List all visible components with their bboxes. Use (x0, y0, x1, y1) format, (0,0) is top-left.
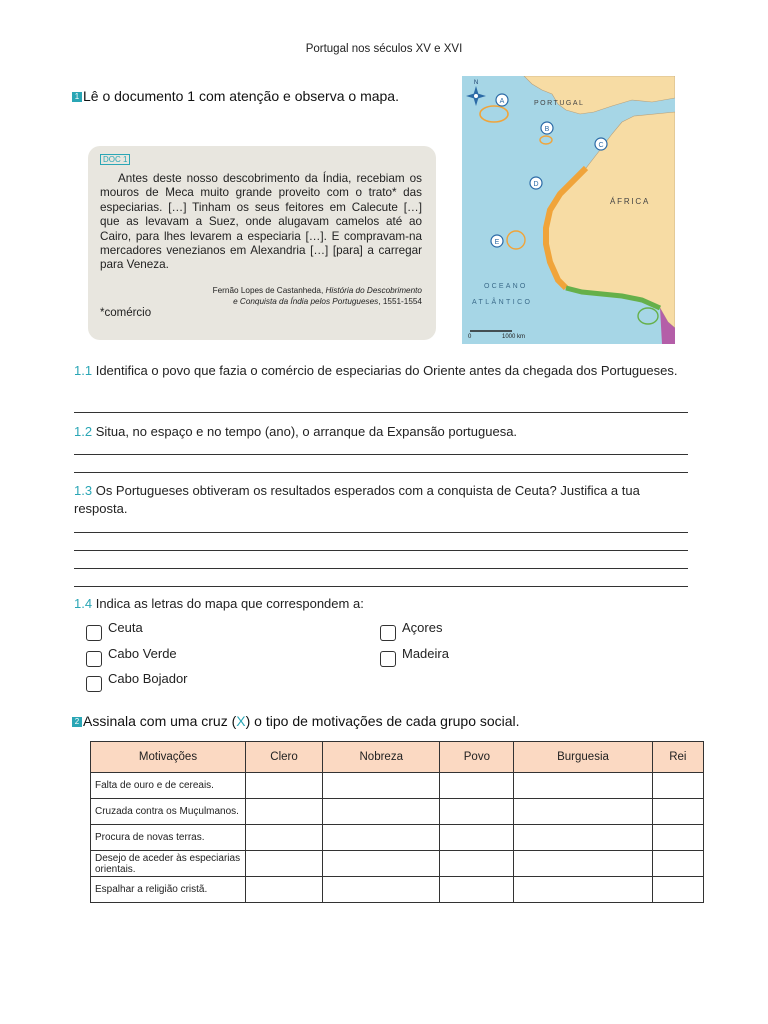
source-work-2: e Conquista da Índia pelos Portugueses (233, 296, 379, 306)
answer-cell[interactable] (652, 851, 703, 877)
checklist-item-cabo-verde[interactable] (86, 646, 177, 663)
document-source (100, 286, 422, 307)
checklist-item-ceuta[interactable] (86, 620, 143, 637)
checkbox[interactable] (86, 625, 102, 641)
table-header: Burguesia (514, 742, 652, 773)
motivations-table (90, 741, 704, 903)
question-1-1 (74, 362, 694, 380)
question-number: 1.4 (74, 596, 93, 611)
answer-cell[interactable] (440, 851, 514, 877)
source-work-1: História do Descobrimento (325, 286, 422, 295)
document-body: Antes deste nosso descobrimento da Índia, recebiam os mouros de Meca muito grande proveito com o trato* das especiarias. […] Tinham os seus feitores em Calecute […] que as levavam a Suez, onde alugavam camelos até ao Cairo, para lhes levarem a especiaria […]. E compravam-na mercadores venezianos em Alexandria […] [para] a carregar para Veneza. (100, 172, 422, 272)
checklist-label: Cabo Verde (108, 646, 177, 661)
svg-text:B: B (544, 126, 550, 133)
question-1-2 (74, 423, 694, 441)
answer-cell[interactable] (652, 877, 703, 903)
table-header: Clero (246, 742, 323, 773)
question-2-text-before: Assinala com uma cruz ( (83, 713, 237, 729)
answer-cell[interactable] (514, 851, 652, 877)
answer-cell[interactable] (323, 877, 440, 903)
map-label-africa: ÁFRICA (610, 197, 651, 206)
checklist-label: Cabo Bojador (108, 671, 188, 686)
checklist-item-madeira[interactable] (380, 646, 449, 663)
row-label: Cruzada contra os Muçulmanos. (91, 799, 246, 825)
question-number: 1.3 (74, 483, 93, 498)
answer-line[interactable] (74, 550, 688, 551)
answer-cell[interactable] (246, 773, 323, 799)
table-row (91, 825, 704, 851)
map-label-ocean-2: ATLÂNTICO (472, 299, 533, 306)
answer-cell[interactable] (440, 877, 514, 903)
map-label-ocean-1: OCEANO (484, 283, 528, 290)
source-author: Fernão Lopes de Castanheda, (212, 286, 326, 295)
page-header: Portugal nos séculos XV e XVI (305, 43, 463, 55)
answer-line[interactable] (74, 532, 688, 533)
row-label: Desejo de aceder às especiarias orientais. (91, 851, 246, 877)
answer-line[interactable] (74, 412, 688, 413)
map-marker-b (541, 122, 553, 134)
map-marker-d (530, 177, 542, 189)
table-row (91, 799, 704, 825)
question-2-mark: X (236, 713, 246, 729)
answer-cell[interactable] (323, 825, 440, 851)
question-2-title (72, 713, 520, 729)
svg-text:C: C (598, 142, 604, 149)
question-number: 1.2 (74, 424, 93, 439)
checkbox[interactable] (380, 625, 396, 641)
svg-text:A: A (499, 98, 505, 105)
checklist-item-acores[interactable] (380, 620, 442, 637)
document-text (100, 172, 422, 273)
question-number-badge: 1 (72, 92, 82, 102)
map-label-portugal: PORTUGAL (534, 100, 585, 107)
question-text: Os Portugueses obtiveram os resultados esperados com a conquista de Ceuta? Justifica a tua resposta. (74, 483, 640, 516)
table-row (91, 877, 704, 903)
question-text: Identifica o povo que fazia o comércio de especiarias do Oriente antes da chegada dos Portugueses. (95, 363, 678, 378)
answer-cell[interactable] (440, 799, 514, 825)
checkbox[interactable] (86, 651, 102, 667)
question-1-3 (74, 482, 694, 517)
map (462, 76, 675, 344)
question-text: Indica as letras do mapa que correspondem a: (95, 596, 364, 611)
question-number: 1.1 (74, 363, 93, 378)
question-number-badge: 2 (72, 717, 82, 727)
checklist-label: Ceuta (108, 620, 143, 635)
table-header-row (91, 742, 704, 773)
row-label: Espalhar a religião cristã. (91, 877, 246, 903)
table-header: Nobreza (323, 742, 440, 773)
answer-line[interactable] (74, 586, 688, 587)
table-header: Rei (652, 742, 703, 773)
question-text: Situa, no espaço e no tempo (ano), o arranque da Expansão portuguesa. (95, 424, 518, 439)
answer-cell[interactable] (514, 773, 652, 799)
svg-text:E: E (494, 239, 500, 246)
question-1-title (72, 88, 399, 104)
answer-line[interactable] (74, 454, 688, 455)
map-scale-1: 1000 km (502, 334, 526, 340)
map-scale-0: 0 (468, 334, 472, 340)
answer-cell[interactable] (323, 851, 440, 877)
map-marker-a (496, 94, 508, 106)
answer-line[interactable] (74, 472, 688, 473)
map-marker-e (491, 235, 503, 247)
checkbox[interactable] (380, 651, 396, 667)
answer-cell[interactable] (514, 825, 652, 851)
answer-cell[interactable] (246, 825, 323, 851)
table-header: Motivações (91, 742, 246, 773)
answer-cell[interactable] (652, 799, 703, 825)
table-row (91, 773, 704, 799)
answer-cell[interactable] (514, 799, 652, 825)
source-date: , 1551-1554 (378, 296, 422, 306)
answer-cell[interactable] (246, 877, 323, 903)
svg-text:D: D (533, 181, 539, 188)
table-row (91, 851, 704, 877)
row-label: Procura de novas terras. (91, 825, 246, 851)
question-2-text-after: ) o tipo de motivações de cada grupo social. (245, 713, 520, 729)
checklist-item-cabo-bojador[interactable] (86, 671, 188, 688)
answer-cell[interactable] (246, 851, 323, 877)
answer-line[interactable] (74, 568, 688, 569)
question-1-4 (74, 595, 694, 613)
map-north: N (473, 80, 479, 86)
table-header: Povo (440, 742, 514, 773)
answer-cell[interactable] (440, 825, 514, 851)
document-tag: DOC 1 (100, 154, 130, 165)
checkbox[interactable] (86, 676, 102, 692)
document-footnote: *comércio (100, 307, 152, 319)
answer-cell[interactable] (323, 799, 440, 825)
checklist-label: Açores (402, 620, 443, 635)
question-1-text: Lê o documento 1 com atenção e observa o mapa. (83, 88, 399, 104)
answer-cell[interactable] (323, 773, 440, 799)
answer-cell[interactable] (514, 877, 652, 903)
map-marker-c (595, 138, 607, 150)
answer-cell[interactable] (652, 825, 703, 851)
checklist-label: Madeira (402, 646, 449, 661)
answer-cell[interactable] (246, 799, 323, 825)
answer-cell[interactable] (440, 773, 514, 799)
row-label: Falta de ouro e de cereais. (91, 773, 246, 799)
answer-cell[interactable] (652, 773, 703, 799)
